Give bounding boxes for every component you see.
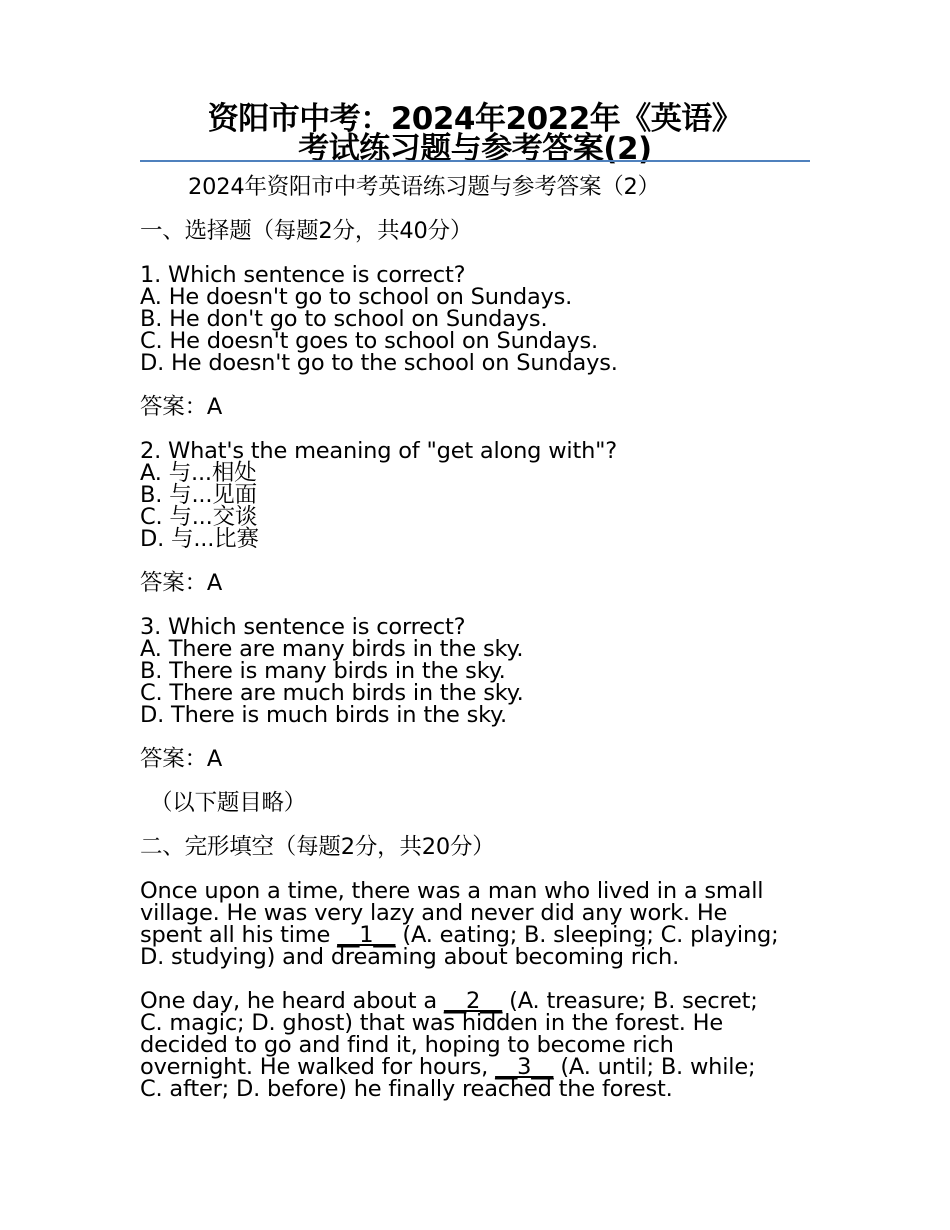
question-stem: 3. Which sentence is correct? <box>140 614 466 640</box>
document-body <box>140 176 820 1122</box>
paragraph-line: village. He was very lazy and never did any work. He <box>140 900 728 926</box>
question-1 <box>140 264 820 374</box>
paragraph-line <box>140 990 820 1012</box>
question-stem: 2. What's the meaning of "get along with"? <box>140 438 618 464</box>
paragraph-line: C. after; D. before) he finally reached the forest. <box>140 1076 673 1102</box>
option: B. There is many birds in the sky. <box>140 658 506 684</box>
paragraph-line: decided to go and find it, hoping to become rich <box>140 1032 674 1058</box>
blank-3: __3__ <box>495 1054 554 1080</box>
cloze-paragraph-2 <box>140 990 820 1100</box>
text-run: One day, he heard about a <box>140 988 444 1014</box>
paragraph-line: Once upon a time, there was a man who lived in a small <box>140 878 764 904</box>
option: B. 与...见面 <box>140 482 257 508</box>
option: A. There are many birds in the sky. <box>140 636 524 662</box>
title-line-2: 考试练习题与参考答案(2) <box>298 131 652 167</box>
section-2-heading: 二、完形填空（每题2分，共20分） <box>140 834 495 860</box>
question-2 <box>140 440 820 550</box>
subtitle: 2024年资阳市中考英语练习题与参考答案（2） <box>188 174 660 200</box>
omitted-note: （以下题目略） <box>150 790 307 816</box>
option: A. He doesn't go to school on Sundays. <box>140 284 573 310</box>
option: D. There is much birds in the sky. <box>140 702 508 728</box>
paragraph-line: C. magic; D. ghost) that was hidden in the forest. He <box>140 1010 724 1036</box>
paragraph-line <box>140 1056 820 1078</box>
text-run: spent all his time <box>140 922 338 948</box>
option: C. He doesn't goes to school on Sundays. <box>140 328 598 354</box>
question-3 <box>140 616 820 726</box>
title-line-1: 资阳市中考：2024年2022年《英语》 <box>207 101 743 137</box>
answer-1: 答案：A <box>140 394 223 420</box>
answer-3: 答案：A <box>140 746 223 772</box>
option: D. He doesn't go to the school on Sundays. <box>140 350 618 376</box>
blank-2: __2__ <box>443 988 503 1014</box>
cloze-paragraph-1 <box>140 880 820 968</box>
text-run: (A. treasure; B. secret; <box>502 988 758 1014</box>
text-run: overnight. He walked for hours, <box>140 1054 496 1080</box>
option: C. There are much birds in the sky. <box>140 680 524 706</box>
option: B. He don't go to school on Sundays. <box>140 306 548 332</box>
section-1-heading: 一、选择题（每题2分，共40分） <box>140 218 473 244</box>
option: A. 与...相处 <box>140 460 257 486</box>
blank-1: __1__ <box>337 922 396 948</box>
text-run: (A. until; B. while; <box>553 1054 756 1080</box>
paragraph-line: D. studying) and dreaming about becoming rich. <box>140 944 680 970</box>
option: C. 与...交谈 <box>140 504 258 530</box>
document-title <box>140 101 810 167</box>
answer-2: 答案：A <box>140 570 223 596</box>
paragraph-line <box>140 924 820 946</box>
text-run: (A. eating; B. sleeping; C. playing; <box>395 922 779 948</box>
option: D. 与...比赛 <box>140 526 259 552</box>
question-stem: 1. Which sentence is correct? <box>140 262 466 288</box>
title-divider <box>140 160 810 162</box>
